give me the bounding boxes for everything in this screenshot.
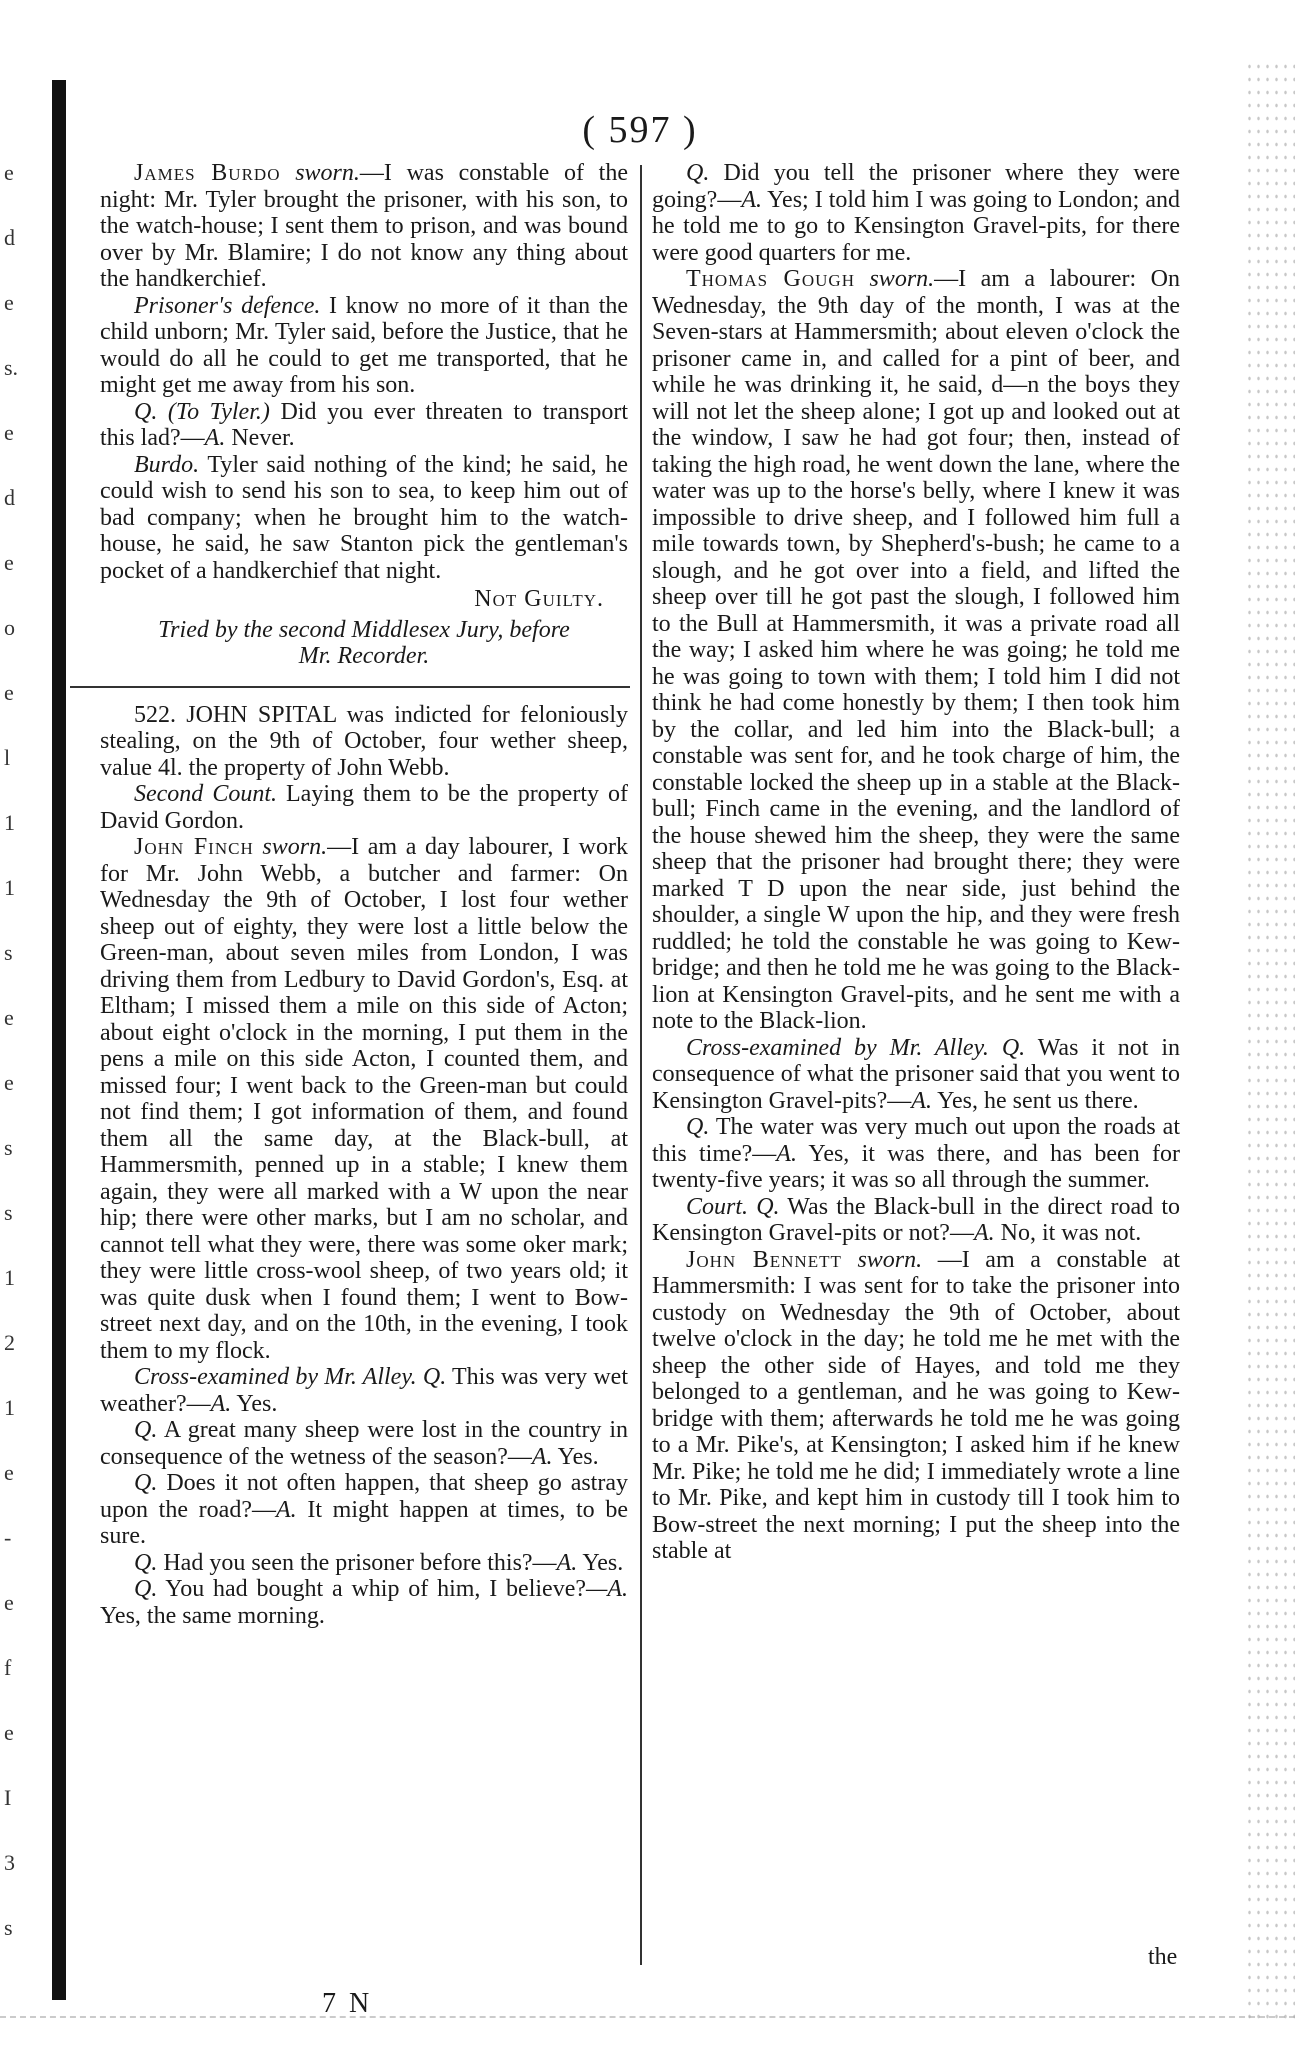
question-text: A great many sheep were lost in the country in consequence of the wetness of the season?— (100, 1417, 628, 1470)
paragraph-court (652, 1194, 1180, 1247)
margin-char: d (4, 485, 15, 510)
paragraph-qa-water (652, 1114, 1180, 1194)
question-label: Q. (988, 1034, 1026, 1061)
answer-label: A. (911, 1087, 932, 1114)
paragraph-indictment: 522. JOHN SPITAL was indicted for feloniously stealing, on the 9th of October, four wether sheep, value 4l. the property of John Webb. (100, 701, 628, 781)
witness-name: Thomas Gough (686, 266, 855, 292)
answer-label: A. (556, 1549, 578, 1576)
question-text: Was it not in consequence of what the prisoner said that you went to Kensington Gravel-pits?— (652, 1034, 1180, 1114)
answer-label: A. (275, 1496, 297, 1523)
page-number: ( 597 ) (582, 109, 698, 151)
margin-char: 2 (4, 1330, 15, 1355)
question-label: Q. (134, 1470, 158, 1496)
tried-line-2: Mr. Recorder. (298, 643, 430, 669)
margin-char: s (4, 1135, 13, 1160)
tried-line-1: Tried by the second Middlesex Jury, before (158, 616, 570, 643)
margin-char: 1 (4, 875, 15, 900)
question-label: Q. (134, 1549, 158, 1576)
margin-char: e (4, 680, 14, 705)
margin-char: s (4, 1915, 13, 1940)
question-label: Q. (686, 1114, 710, 1140)
question-label: Q. (416, 1364, 447, 1390)
answer-text: Yes. (577, 1549, 624, 1576)
margin-char: e (4, 1590, 14, 1615)
margin-char: e (4, 550, 14, 575)
question-label: Q. (To Tyler.) (134, 398, 270, 425)
paragraph-bennett (652, 1247, 1180, 1565)
paragraph-gough (652, 266, 1180, 1035)
paragraph-cross-exam-2 (652, 1035, 1180, 1115)
page-bottom-texture (0, 2016, 1295, 2024)
answer-text: Yes; I told him I was going to London; and he told me to go to Kensington Gravel-pits, for there were good quarters for me. (652, 186, 1180, 266)
defence-label: Prisoner's defence. (134, 292, 321, 319)
question-text: Did you tell the prisoner where they were going?— (652, 160, 1180, 213)
answer-text: Yes, it was there, and has been for twenty-five years; it was so all through the summer. (652, 1140, 1181, 1193)
margin-char: e (4, 1005, 14, 1030)
margin-char: d (4, 225, 15, 250)
sworn-label: sworn. (869, 266, 935, 292)
answer-text: No, it was not. (994, 1220, 1142, 1246)
left-column (100, 160, 628, 1629)
question-label: Q. (134, 1576, 158, 1602)
right-column (652, 160, 1180, 1565)
sworn-label: sworn. (262, 834, 328, 860)
question-text: Did you ever threaten to transport this lad?— (100, 398, 628, 451)
paragraph-cross-exam (100, 1364, 628, 1417)
margin-char: 3 (4, 1850, 15, 1875)
question-text: Was the Black-bull in the direct road to Kensington Gravel-pits or not?— (652, 1193, 1180, 1246)
margin-char: l (4, 745, 11, 770)
left-margin-bleedthrough (0, 160, 22, 1990)
margin-char: e (4, 1720, 14, 1745)
paragraph-question-tyler (100, 399, 628, 452)
witness-name: James Burdo (134, 160, 281, 186)
verdict: Not Guilty. (474, 586, 604, 612)
margin-char: I (4, 1785, 12, 1810)
margin-char: 1 (4, 810, 15, 835)
margin-char: e (4, 290, 14, 315)
answer-label: —A. (586, 1576, 628, 1602)
speaker-label: Burdo. (134, 451, 200, 478)
answer-label: A. (973, 1220, 995, 1246)
answer-text: It might happen at times, to be sure. (100, 1496, 629, 1549)
paragraph-second-count (100, 781, 628, 834)
paragraph-qa-going (652, 160, 1180, 266)
answer-text: Yes. (231, 1390, 278, 1417)
margin-char: e (4, 1070, 14, 1095)
witness-name: John Bennett (686, 1246, 842, 1273)
paragraph-prisoner-defence (100, 293, 628, 399)
answer-label: A. (776, 1140, 797, 1167)
answer-text: Yes. (552, 1443, 599, 1470)
question-label: Q. (134, 1417, 158, 1443)
testimony-text: —I am a labourer: On Wednesday, the 9th day of the month, I was at the Seven-stars at Hammersmith; about eleven o'clock the prisoner came in, and called for a pint of beer, and while he was drinking it, he said, d—n the boys they will not let the sheep alone; I got up and looked out at the window, I saw he had got four; then, instead of taking the high road, he went down the lane, where the water was up to the horse's belly, where I knew it was impossible to drive sheep, and I followed him full a mile towards town, by Shepherd's-bush; he came to a slough, and he got over into a field, and lifted the sheep over till he got past the slough, I followed him to the Bull at Hammersmith, it was a private road all the way; I asked him where he was going; he told me he was going to town with them; I told him I did not think he had come honestly by them; I then took him by the collar, and led him into the Black-bull; a constable was sent for, and he took charge of him, the constable locked the sheep up in a stable at the Black-bull; Finch came in the evening, and the landlord of the house shewed him the sheep, they were the same sheep that the prisoner had brought there; they were marked T D upon the near side, just behind the shoulder, a single W upon the hip, and they were fresh ruddled; he told the constable he was going to Kew-bridge; and then he told me he was going to the Black-lion at Kensington Gravel-pits, and he sent me with a note to the Black-lion. (652, 266, 1180, 1034)
paragraph-burdo-reply (100, 452, 628, 585)
margin-char: s. (4, 355, 19, 380)
margin-char: s (4, 1200, 13, 1225)
paragraph-qa-1 (100, 1417, 628, 1470)
count-text: Laying them to be the property of David Gordon. (100, 781, 629, 834)
question-label: Q. (686, 160, 710, 186)
paragraph-qa-4 (100, 1576, 628, 1629)
reply-text: Tyler said nothing of the kind; he said, he could wish to send his son to sea, to keep him out of bad company; when he brought him to the watch-house, he said, he saw Stanton pick the gentleman's pocket of a handkerchief that night. (100, 451, 628, 584)
column-rule (640, 165, 642, 1965)
margin-char: e (4, 420, 14, 445)
paragraph-finch (100, 834, 628, 1364)
question-text: Had you seen the prisoner before this?— (157, 1549, 557, 1576)
answer-text: Never. (225, 425, 295, 451)
testimony-text: —I am a constable at Hammersmith: I was sent for to take the prisoner into custody on Wednesday the 9th of October, about twelve o'clock in the day; he told me he met with the sheep the other side of Hayes, and told me they belonged to a gentleman, and he was going to Kew-bridge with them; afterwards he told me he was going to a Mr. Pike's, at Kensington; I asked him if he knew Mr. Pike; he told me he did; I immediately wrote a line to Mr. Pike, and kept him in custody till I took him to Bow-street the next morning; I put the sheep into the stable at (652, 1246, 1180, 1564)
sworn-label: sworn. (295, 160, 360, 186)
catchword: the (1148, 1944, 1178, 1970)
defence-text: I know no more of it than the child unborn; Mr. Tyler said, before the Justice, that he would do all he could to get me transported, that he might get me away from his son. (100, 292, 629, 398)
paragraph-qa-2 (100, 1470, 628, 1550)
cross-label: Cross-examined by Mr. Alley. (686, 1034, 989, 1061)
margin-char: f (4, 1655, 12, 1680)
margin-char: s (4, 940, 13, 965)
signature-mark: 7 N (322, 1988, 373, 2019)
section-divider (70, 686, 630, 688)
margin-char: 1 (4, 1395, 15, 1420)
answer-label: A. (204, 425, 226, 451)
cross-label: Cross-examined by Mr. Alley. (134, 1364, 417, 1390)
binding-shadow (52, 80, 66, 2000)
margin-char: e (4, 160, 14, 185)
sworn-label: sworn. (857, 1246, 923, 1273)
question-text: This was very wet weather?— (100, 1364, 628, 1417)
margin-char: 1 (4, 1265, 15, 1290)
answer-label: A. (210, 1390, 232, 1417)
paragraph-burdo (100, 160, 628, 293)
margin-char: o (4, 615, 15, 640)
court-label: Court. (686, 1193, 749, 1220)
testimony-text: —I am a day labourer, I work for Mr. John Webb, a butcher and farmer: On Wednesday the 9th of October, I lost four wether sheep out of eighty, they were lost a little below the Green-man, about seven miles from London, I was driving them from Ledbury to David Gordon's, Esq. at Eltham; I missed them a mile on this side of Acton; about eight o'clock in the morning, I put them in the pens a mile on this side Acton, I counted them, and missed four; I went back to the Green-man but could not find them; I got information of them, and found them all the same day, at the Black-bull, at Hammersmith, penned up in a stable; I knew them again, they were all marked with a W upon the near hip; there were other marks, but I am no scholar, and cannot tell what they were, there was some oker mark; they were little cross-wool sheep, of two years old; it was quite dusk when I found them; I went to Bow-street next day, and on the 10th, in the evening, I took them to my flock. (100, 834, 628, 1364)
question-label: Q. (748, 1193, 780, 1220)
testimony-text: —I was constable of the night: Mr. Tyler brought the prisoner, with his son, to the watch-house; I sent them to prison, and was bound over by Mr. Blamire; I do not know any thing about the handkerchief. (100, 160, 629, 292)
question-text: The water was very much out upon the roads at this time?— (652, 1114, 1180, 1167)
answer-text: Yes, he sent us there. (931, 1087, 1139, 1114)
witness-name: John Finch (134, 834, 254, 860)
margin-char: e (4, 1460, 14, 1485)
answer-label: A. (531, 1443, 553, 1470)
count-label: Second Count. (134, 781, 277, 807)
question-text: You had bought a whip of him, I believe? (157, 1576, 586, 1602)
question-text: Does it not often happen, that sheep go astray upon the road?— (100, 1470, 628, 1523)
answer-text: Yes, the same morning. (100, 1602, 325, 1629)
margin-char: - (4, 1525, 12, 1550)
page-edge-texture (1245, 60, 1295, 2020)
paragraph-qa-3 (100, 1550, 628, 1577)
answer-label: A. (741, 186, 762, 213)
